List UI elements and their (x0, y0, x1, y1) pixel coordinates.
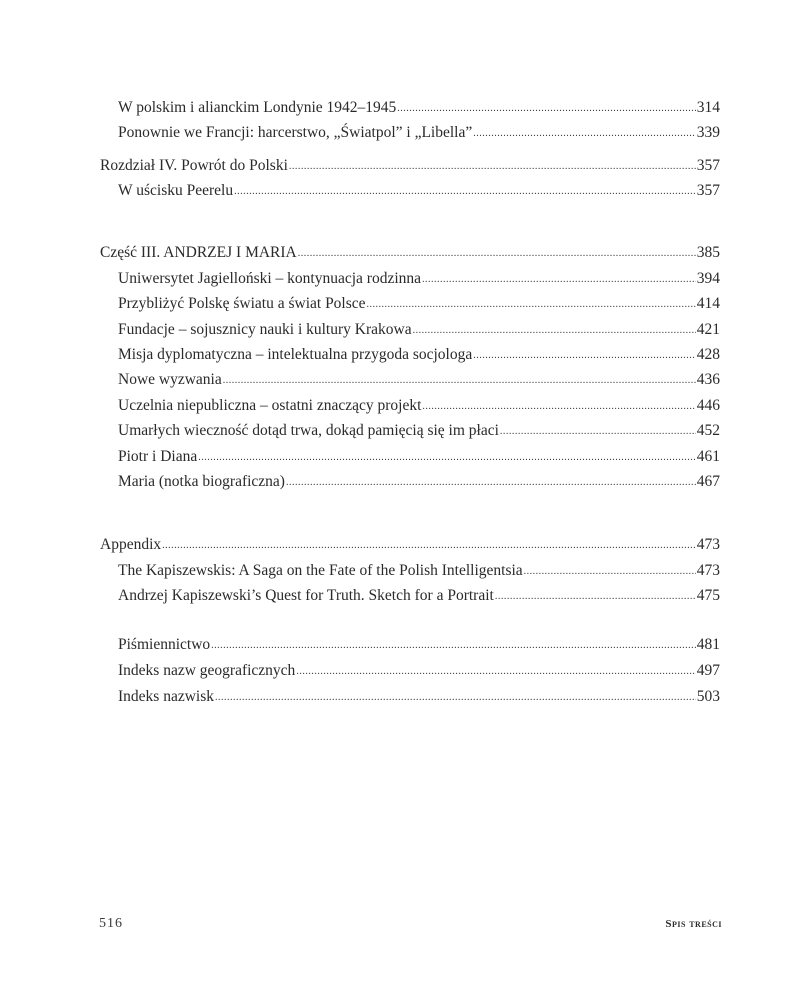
toc-entry-title: Przybliżyć Polskę światu a świat Polsce (118, 295, 366, 312)
toc-entry-page: 473 (696, 562, 720, 579)
toc-entry (118, 585, 720, 607)
toc-entry-title: Piśmiennictwo (118, 636, 211, 653)
toc-entry-title: Nowe wyzwania (118, 371, 222, 388)
toc-entry (118, 180, 720, 202)
toc-entry (118, 634, 720, 656)
dot-leader (286, 472, 696, 494)
toc-entry (118, 344, 720, 366)
dot-leader (234, 181, 696, 203)
toc-entry (118, 268, 720, 290)
dot-leader (495, 586, 696, 608)
toc-entry-title: The Kapiszewskis: A Saga on the Fate of the Polish Intelligentsia (118, 562, 523, 579)
toc-entry-title: Maria (notka biograficzna) (118, 473, 285, 490)
dot-leader (223, 370, 696, 392)
toc-part-entry (100, 242, 720, 264)
running-title: Spis treści (665, 918, 722, 930)
toc-entry-title: Indeks nazw geograficznych (118, 662, 296, 679)
toc-entry-page: 467 (696, 473, 720, 490)
toc-entry-page: 314 (696, 99, 720, 116)
dot-leader (211, 635, 696, 657)
toc-entry-page: 414 (696, 295, 720, 312)
dot-leader (215, 687, 696, 709)
toc-entry (118, 122, 720, 144)
toc-entry (118, 395, 720, 417)
toc-entry-page: 385 (696, 244, 720, 261)
toc-entry-title: Indeks nazwisk (118, 688, 214, 705)
toc-entry (118, 471, 720, 493)
dot-leader (473, 345, 696, 367)
toc-entry-title: Misja dyplomatyczna – intelektualna przygoda socjologa (118, 346, 473, 363)
toc-entry-title: Uniwersytet Jagielloński – kontynuacja rodzinna (118, 270, 422, 287)
toc-chapter-entry (100, 155, 720, 177)
toc-entry-title: Appendix (100, 536, 162, 553)
dot-leader (422, 269, 696, 291)
dot-leader (422, 396, 695, 418)
toc-entry-page: 421 (696, 321, 720, 338)
dot-leader (162, 535, 696, 557)
toc-entry-title: W polskim i alianckim Londynie 1942–1945 (118, 99, 397, 116)
toc-entry-page: 394 (696, 270, 720, 287)
dot-leader (296, 661, 695, 683)
dot-leader (198, 447, 696, 469)
toc-entry-title: Ponownie we Francji: harcerstwo, „Światpol” i „Libella” (118, 124, 473, 141)
toc-entry-title: Piotr i Diana (118, 448, 198, 465)
dot-leader (298, 243, 696, 265)
toc-entry-page: 357 (696, 182, 720, 199)
toc-entry-title: Uczelnia niepubliczna – ostatni znaczący projekt (118, 397, 422, 414)
toc-entry-page: 475 (696, 587, 720, 604)
toc-entry-page: 428 (696, 346, 720, 363)
page-number: 516 (99, 916, 123, 931)
dot-leader (473, 123, 696, 145)
toc-entry (118, 319, 720, 341)
toc-entry (118, 560, 720, 582)
dot-leader (524, 561, 696, 583)
toc-entry-title: Fundacje – sojusznicy nauki i kultury Krakowa (118, 321, 412, 338)
toc-entry-title: Rozdział IV. Powrót do Polski (100, 157, 288, 174)
toc-entry-page: 503 (696, 688, 720, 705)
dot-leader (367, 294, 696, 316)
toc-entry-page: 357 (696, 157, 720, 174)
toc-entry-page: 339 (696, 124, 720, 141)
toc-entry-page: 446 (696, 397, 720, 414)
toc-entry-title: Część III. ANDRZEJ I MARIA (100, 244, 297, 261)
toc-entry (118, 686, 720, 708)
toc-entry-title: W uścisku Peerelu (118, 182, 234, 199)
toc-appendix-entry (100, 534, 720, 556)
toc-entry (118, 97, 720, 119)
dot-leader (289, 156, 696, 178)
dot-leader (397, 98, 695, 120)
toc-entry (118, 420, 720, 442)
dot-leader (413, 320, 696, 342)
toc-entry (118, 293, 720, 315)
toc-entry (118, 446, 720, 468)
toc-entry (118, 369, 720, 391)
toc-entry-page: 436 (696, 371, 720, 388)
toc-entry-page: 473 (696, 536, 720, 553)
toc-entry-title: Andrzej Kapiszewski’s Quest for Truth. Sketch for a Portrait (118, 587, 494, 604)
toc-entry (118, 660, 720, 682)
toc-entry-page: 461 (696, 448, 720, 465)
dot-leader (500, 421, 696, 443)
toc-entry-page: 497 (696, 662, 720, 679)
toc-entry-page: 452 (696, 422, 720, 439)
toc-entry-page: 481 (696, 636, 720, 653)
toc-entry-title: Umarłych wieczność dotąd trwa, dokąd pamięcią się im płaci (118, 422, 499, 439)
